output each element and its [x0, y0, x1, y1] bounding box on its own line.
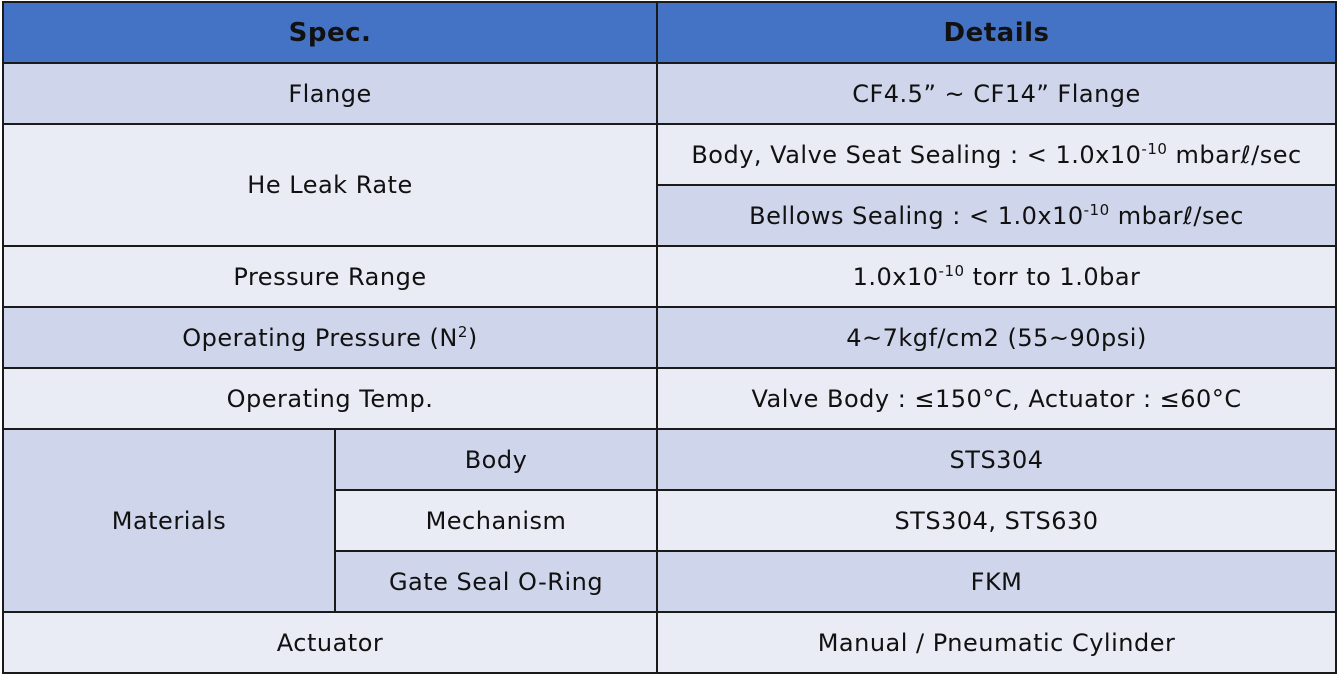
- pressure-post: torr to 1.0bar: [964, 262, 1141, 291]
- op-temp-value: Valve Body : ≤150°C, Actuator : ≤60°C: [657, 368, 1336, 429]
- pressure-exp: -10: [938, 261, 965, 280]
- flange-label: Flange: [3, 63, 657, 124]
- header-details: Details: [657, 2, 1336, 63]
- pressure-label: Pressure Range: [3, 246, 657, 307]
- materials-body-label: Body: [335, 429, 657, 490]
- row-pressure-range: [3, 246, 1336, 307]
- flange-value: CF4.5” ~ CF14” Flange: [657, 63, 1336, 124]
- header-spec: Spec.: [3, 2, 657, 63]
- row-operating-temp: [3, 368, 1336, 429]
- row-leak-body: [3, 124, 1336, 185]
- op-pressure-label-pre: Operating Pressure (N: [182, 323, 458, 352]
- row-materials-body: [3, 429, 1336, 490]
- op-pressure-label-post: ): [467, 323, 478, 352]
- materials-oring-label: Gate Seal O-Ring: [335, 551, 657, 612]
- materials-oring-value: FKM: [657, 551, 1336, 612]
- materials-mechanism-label: Mechanism: [335, 490, 657, 551]
- materials-body-value: STS304: [657, 429, 1336, 490]
- op-temp-label: Operating Temp.: [3, 368, 657, 429]
- op-pressure-value: 4~7kgf/cm2 (55~90psi): [657, 307, 1336, 368]
- actuator-value: Manual / Pneumatic Cylinder: [657, 612, 1336, 673]
- op-pressure-label: [3, 307, 657, 368]
- materials-label: Materials: [3, 429, 335, 612]
- header-row: [3, 2, 1336, 63]
- row-flange: [3, 63, 1336, 124]
- row-actuator: [3, 612, 1336, 673]
- leak-bellows-post: mbarℓ/sec: [1109, 201, 1244, 230]
- leak-bellows-exp: -10: [1083, 200, 1110, 219]
- leak-body-value: [657, 124, 1336, 185]
- leak-body-post: mbarℓ/sec: [1167, 140, 1302, 169]
- pressure-value: [657, 246, 1336, 307]
- actuator-label: Actuator: [3, 612, 657, 673]
- leak-bellows-pre: Bellows Sealing : < 1.0x10: [749, 201, 1084, 230]
- spec-table: [2, 1, 1337, 674]
- leak-bellows-value: [657, 185, 1336, 246]
- pressure-pre: 1.0x10: [852, 262, 939, 291]
- row-operating-pressure: [3, 307, 1336, 368]
- leak-body-exp: -10: [1141, 139, 1168, 158]
- op-pressure-label-sup: 2: [457, 322, 468, 341]
- materials-mechanism-value: STS304, STS630: [657, 490, 1336, 551]
- leak-label: He Leak Rate: [3, 124, 657, 246]
- leak-body-pre: Body, Valve Seat Sealing : < 1.0x10: [691, 140, 1142, 169]
